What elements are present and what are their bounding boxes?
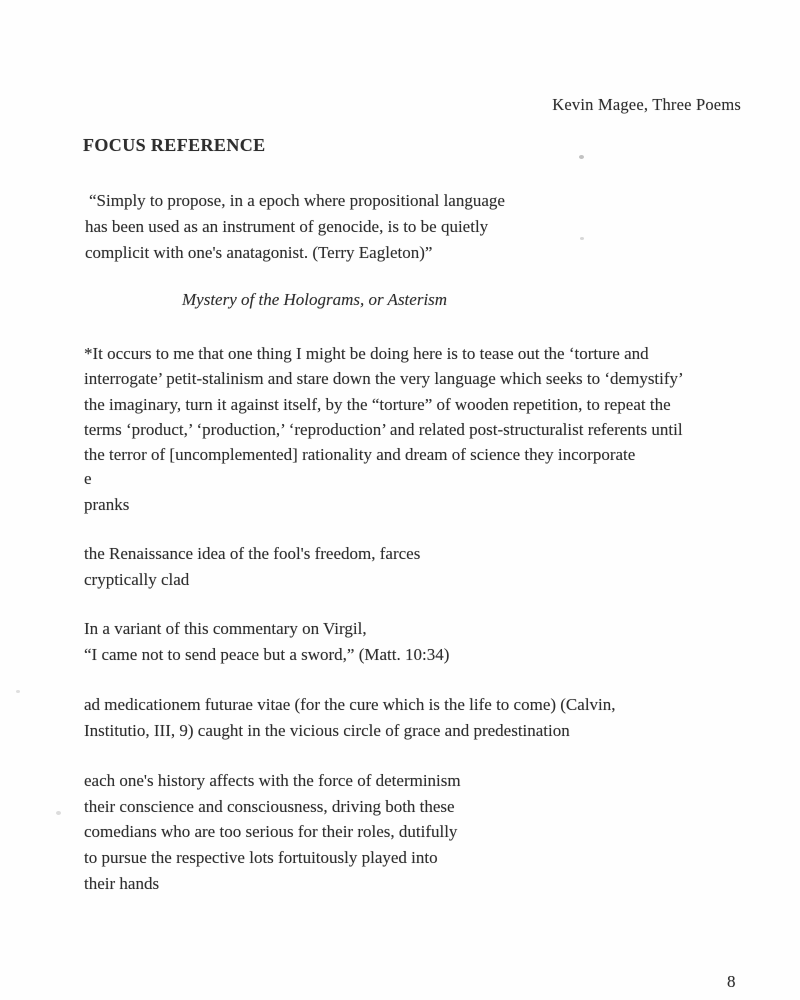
epigraph-line: has been used as an instrument of genocide, is to be quietly	[85, 217, 489, 236]
poem-title: Mystery of the Holograms, or Asterism	[182, 290, 448, 309]
scan-speck	[579, 155, 584, 159]
running-header: Kevin Magee, Three Poems	[552, 95, 741, 114]
scan-speck	[16, 690, 20, 693]
poem-line: comedians who are too serious for their roles, dutifully	[84, 822, 458, 842]
stanza	[84, 616, 449, 667]
poem-line: to pursue the respective lots fortuitously played into	[84, 848, 438, 868]
epigraph-line: “Simply to propose, in a epoch where propositional language	[89, 191, 505, 210]
poem-line: pranks	[84, 494, 130, 514]
poem-line: their conscience and consciousness, driving both these	[84, 796, 455, 816]
poem-line: the imaginary, turn it against itself, by the “torture” of wooden repetition, to repeat the	[84, 394, 671, 414]
poem-line: “I came not to send peace but a sword,” (Matt. 10:34)	[84, 644, 450, 664]
stanza	[84, 692, 616, 743]
scan-speck	[56, 811, 61, 815]
stanza	[84, 541, 420, 592]
poem-line: terms ‘product,’ ‘production,’ ‘reproduction’ and related post-structuralist referents until	[84, 419, 683, 439]
poem-line: each one's history affects with the force of determinism	[84, 771, 461, 790]
poem-line: ad medicationem futurae vitae (for the cure which is the life to come) (Calvin,	[84, 695, 616, 714]
stanza-prose-note	[84, 341, 752, 467]
scan-speck	[580, 237, 584, 240]
page-title: FOCUS REFERENCE	[83, 135, 266, 155]
epigraph	[85, 188, 505, 266]
stanza	[84, 768, 461, 897]
poem-line: cryptically clad	[84, 569, 190, 589]
poem-line: interrogate’ petit-stalinism and stare down the very language which seeks to ‘demystify’	[84, 369, 684, 389]
epigraph-line: complicit with one's anatagonist. (Terry Eagleton)”	[85, 243, 433, 262]
poem-line: the Renaissance idea of the fool's freedom, farces	[84, 544, 421, 563]
poem-line: e	[84, 469, 92, 488]
poem-line: *It occurs to me that one thing I might be doing here is to tease out the ‘torture and	[84, 344, 649, 363]
poem-line: Institutio, III, 9) caught in the vicious circle of grace and predestination	[84, 720, 570, 740]
stanza	[84, 466, 129, 517]
poem-line: the terror of [uncomplemented] rationality and dream of science they incorporate	[84, 445, 636, 465]
page-number: 8	[727, 972, 736, 991]
poem-line: In a variant of this commentary on Virgil,	[84, 619, 367, 638]
poem-line: their hands	[84, 873, 160, 893]
